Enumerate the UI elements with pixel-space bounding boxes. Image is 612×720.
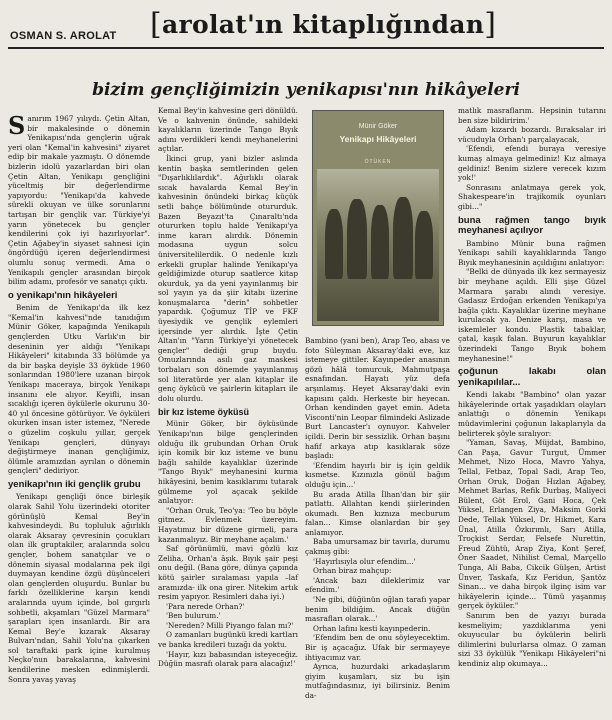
column-2 [158,106,298,669]
paragraph: Kendi lakabı "Bambino" olan yazar hikâyelerinde ortak yaşadıkları olayları anlattığı o dönemin Yenikapı müdavimlerini çoğunun lakaplarıyla da belirterek şöyle sıralıyor: [458,390,606,438]
paragraph: O zamanları bugünkü kredi kartları ve banka kredileri tuzağı da yoktu. [158,630,298,650]
section-heading: buna rağmen tango bıyık meyhanesi açılıyor [458,214,606,237]
paragraph: Bu arada Atilla İlhan'dan bir şiir patlattı. Allahtan kendi şiirlerinden okumadı. Ben kıznıza mecburum falan... Kimse olanlardan bir şey anlamıyor. [305,489,450,537]
paragraph: 'Ne gibi, düğünün oğlan tarafı yapar benim bildiğim. Ancak düğün masrafları olarak...' [305,595,450,624]
paragraph: Saf görünümlü, mavi gözlü kız Zeliha, Orhan'a âşık. Bıyık şair peşi onu değil. (Bana göre, dünya çapında kötü şairler sıralaması yapıla –laf aramızda- ilk ona girer. Nitekim artık resim yapıyor. Resimleri daha iyi.) [158,544,298,602]
paragraph: Bambino (yani ben), Arap Teo, abası ve foto Süleyman Aksaray'daki eve, kız istemeye gittiler. Kayınpeder anasının gözü hâlâ tomurcuk, Mahmutpaşa esnafından. Hayatı yüz defa arşınlamış. Heyet Aksaray'daki evin kapısını çaldı. Herkeste bir heyecan. Orhan kendinden gayet emin. Adeta Visconti'nin Leopar filmindeki Aslizade Burt Lancaster'ı oynuyor. Kahveler içildi. Derin bir sessizlik. Orhan başını hafif arkaya atıp kasıklarak söze başladı: [305,336,450,461]
column-4 [458,106,606,668]
header-rule [8,47,604,49]
paragraph: 'Hayır, kızı babasından isteyeceğiz. Düğün masrafı olarak para alacağız!' [158,649,298,669]
paragraph: Benim de Yenikapı'da ilk kez "Kemal'in kahvesi"nde tanıdığım Münir Göker, kapağında Yenikapılı gençlerden Utku Varlık'ın bir deseninin yer aldığı "Yenikapı Hikâyeleri" kitabında 33 bölümde ya da bir başka deyişle 33 öyküde 1960 sonlarından 1980'lere uzanan birçok Yenikapı maceraya, birçok Yenikapı insanını ele alıyor. Keyifli, insan sıcaklığı içeren öykülerle okurunu 30-40 yıl öncesine götürüyor. Ve öyküleri okurken insan ister istemez, "Nerede o güzelim coşkulu yıllar, gerçek Yenikapı gençleri, dünyayı değiştirmeye inanan gençliğimiz, ölümle aramızdan ayrılan o dönemin gençleri" dediriyor. [8,303,150,476]
column-3 [305,336,450,701]
paragraph [8,111,150,287]
book-cover-title: Yenikapı Hikâyeleri [339,134,417,144]
paragraph: Sanırım ben de yazıyı burada kesmeliyim; yazdıklarıma yeni okuyucular bu öykülerin belirli dilimlerini bulurlarsa olmaz. O zaman sizi 33 öykülük "Yenikapı Hikâyeleri"ni kendiniz alıp okumaya... [458,610,606,668]
paragraph: Orhan lafını kesti kayınpederin. [313,623,431,633]
paragraph: 'Ben bulurum.' [166,611,221,621]
paragraph: Ayrıca, huzurdaki arkadaşlarım giyim kuşamları, siz bu işin mutfağındasınız, iyi bilirsiniz. Benim da- [305,662,450,700]
section-heading: o yenikapı'nın hikâyeleri [8,289,118,301]
paragraph: 'Efendim ben de onu söyleyecektim. Bir iş açacağız. Ufak bir sermayeye ihtiyacımız var. [305,633,450,662]
paragraph-text: anırım 1967 yılıydı. Çetin Altan, bir makalesinde o dönemin Yenikapısı'nda gençlerin uğrak yeri olan "Kemal'in kahvesini" ziyaret edip bir makale yazmıştı. O dönemde bizlerin idolü yazarlardan biri olan Çetin Altan, Yenikapı gençliğini yüceltmiş bir değerlendirme yapıyordu: "Yenikapı'da kahvede sürekli okuyan ve ülke sorunlarını tartışan bir gençlik var. Türkiye'yi yarın yönetecek bu gençler kendilerini çok iyi hazırlıyorlar". Çetin Ağabey'in siyaset sahnesi için öngördüğü içeren değerlendirmesi olumlu sonuç vermedi. Ama o Yenikapılı gençler arasından birçok bilim adamı, profesör ve sanatçı çıktı. [8,114,150,287]
paragraph: Sonrasını anlatmaya gerek yok, Shakespeare'in trajikomik oyunları gibi..." [458,182,606,211]
column-title-text: arolat'ın kitaplığından [162,10,485,39]
article-headline: bizim gençliğimizin yenikapısı'nın hikâyeleri [92,80,520,100]
figure-silhouette [347,199,367,279]
bracket-left: [ [150,7,163,42]
paragraph: Yenikapı gençliği önce birleşik olarak Sahil Yolu üzerindeki otoriter görünüşlü Kemal Bey'in kahvesindeydi. Bu topluluk ağırlıklı olarak Aksaray çevresinin çocukları olan ilk gruptakiler, aralarında solcu gençler, bohem sanatçılar ve o dönemin siyasal modalarına pek ilgi duymayan kendine özgü düşünceleri olan gençlerden oluşurdu. Bunlar bu farklı özelliklerine karşın kendi aralarında uyum içinde, bol gırgırlı sohbetli, akşamları "Güzel Marmara" şarapları içen insanlardı. Bir ara Kemal Bey'e kızarak Aksaray Bulvarı'ndan, Sahil Yolu'na çıkarken sol taraftaki park içine kurulmuş Neçko'nun barakalarına, kahvesini kendilerine mesken edinmişlerdi. Sonra yavaş yavaş [8,492,150,684]
paragraph: 'Ancak bazı dileklerimiz var efendim.' [305,575,450,595]
book-cover-publisher: ÖTÜKEN [364,159,392,165]
bracket-right: ] [484,7,497,42]
paragraph: İkinci grup, yani bizler aslında kentin başka semtlerinden gelen "Dışarlıklılardık". Ağırlıklı olarak sıcak havalarda Kemal Bey'in kahvesinin önündeki birkaç küçük setli bahçe bölümünde otururduk. Bazen Beyazıt'ta Çınaraltı'nda otururken toplu halde Yenikapı'ya inme kararı alırdık. Dönemin modasına uygun solcu üniversitelilerdik. O nedenle kızlı erkekli gruplar halinde Yenikapı'ya geldiğimizde oturup saatlerce kitap okurduk, ya da yeni yayınlanmış bir sol yayın ya da şiir kitabı üzerine konuşmalarca "derin" sohbetler yapardık. Çoğumuz TİP ve FKF üyesiydik ve gençlik eylemleri içersinde yer alırdık. İşte Çetin Altan'ın "Yarın Türkiye'yi yönetecek gençler" dediği grup buydu. Omuzlarında asılı gaz maskesi torbaları son dönemde yayınlanmış sol literatürde yer alan kitaplar ile genç öykücü ve şairlerin kitapları ile dolu olurdu. [158,153,298,403]
book-cover-author: Münir Göker [358,123,398,130]
paragraph: Adam kızardı bozardı. Bıraksalar iri vücuduyla Orhan'ı parçalayacak, [458,125,606,144]
paragraph: 'Para nerede Orhan?' [166,601,245,611]
figure-silhouette [325,209,343,279]
drop-cap: S [8,111,26,140]
paragraph: Orhan biraz mahçup: [313,566,392,576]
book-cover-photo [317,169,439,321]
book-cover-image [312,110,444,326]
figure-silhouette [371,205,389,279]
paragraph: 'Efendim hayırlı bir iş için geldik kısmetse. Kızınızla gönül bağım olduğu için...' [305,460,450,489]
figure-silhouette [415,211,433,279]
column-1 [8,111,150,684]
paragraph: 'Hayırlısıyla olur efendim...' [313,556,416,566]
paragraph: matlık masraflarım. Hepsinin tutarını ben size bildiririm.' [458,106,606,125]
header [0,0,612,50]
figure-silhouette [393,197,413,279]
paragraph: Bambino Münir buna rağmen Yenikapı sahili kayalıklarında Tango Bıyık meyhanesinin açıldığını anlatıyor: [458,238,606,267]
section-heading: bir kız isteme öyküsü [158,407,250,418]
paragraph: "Orhan Oruk, Teo'ya: 'Teo bu böyle gitmez. Evlenmek üzereyim. Hayatımız bir düzene girmeli, para kazanmalıyız. Bir meyhane açalım.' [158,505,298,544]
column-title [150,6,496,41]
section-heading: yenikapı'nın iki gençlik grubu [8,478,141,490]
author-name: OSMAN S. AROLAT [10,30,117,42]
paragraph: Münir Göker, bir öyküsünde Yenikapı'nın bilge gençlerinden olduğu ilk grubundan Orhan Oruk için komik bir kız isteme ve bunu bağlı sahilde kayalıklar üzerinde "Tango Bıyık" meyhanesini kurma hikâyesini, benim kasıklarımı tutarak gülmeme yol açacak şekilde anlatıyor: [158,419,298,506]
paragraph: "Yaman, Savaş, Müjdat, Bambino, Can Paşa, Gavur Turgut, Ümmer Mehmet, Nizo Hoca, Mavro Yahya, Tellal, Fetbaz, Topal Sadi, Arap Teo, Orhan Oruk, Doğan Hızlan Ağabey, Mehmet Barlas, Refik Durbaş, Maliyeci Bülent, Göt Erol, Gani Hoca, Çek Yüksel, Erlangen Ziya, Maksim Gorki Dede, Tellak Yüksel, Dr. Hikmet, Kara Ünal, Atilla Özkırımlı, Sarı Atilla, Troçkist Serdar, Felsefe Nurettin, Freud Zühtü, Arap Ziya, Kont Şeref, Öner Saadet, Nihilist Cemal, Marçello Tunga, Ali Baba, Cikcik Gülşen, Artist Ünver, Taskafa, Kız Feridun, Şantöz Sinan... ve daha birçok ilginç isim var hikâyelerin içinde... Tümü yaşanmış gerçek öyküler." [458,438,606,611]
paragraph: Baba umursamaz bir tavırla, durumu çakmış gibi: [305,537,450,557]
paragraph: "Belki de dünyada ilk kez sermayesiz bir meyhane açıldı. Elli şişe Güzel Marmara şarabı alındı veresiye. Gadasız Erdoğan erkenden Yenikapı'ya bağla çıktı. Kayalıklar üzerine meyhane kurulacak ya. Denize karşı, masa ve iskemleler kondu. Plastik tabaklar, çatal, kaşık falan. Buyurun kayalıklar üzerindeki Tango Bıyık bohem meyhanesine!" [458,267,606,363]
paragraph: 'Nereden? Milli Piyango falan mı?' [166,620,294,630]
paragraph: 'Efendi, efendi buraya veresiye kumaş almaya gelmediniz! Kız almaya geldiniz! Benim sizlere verecek kızım yok!' [458,144,606,183]
section-heading: çoğunun lakabı olan yenikapılılar... [458,366,606,388]
paragraph: Kemal Bey'in kahvesine geri dönüldü. Ve o kahvenin önünde, sahildeki kayalıkların üzerinde Tango Bıyık adını verdikleri kendi meyhanelerini açtılar. [158,106,298,154]
